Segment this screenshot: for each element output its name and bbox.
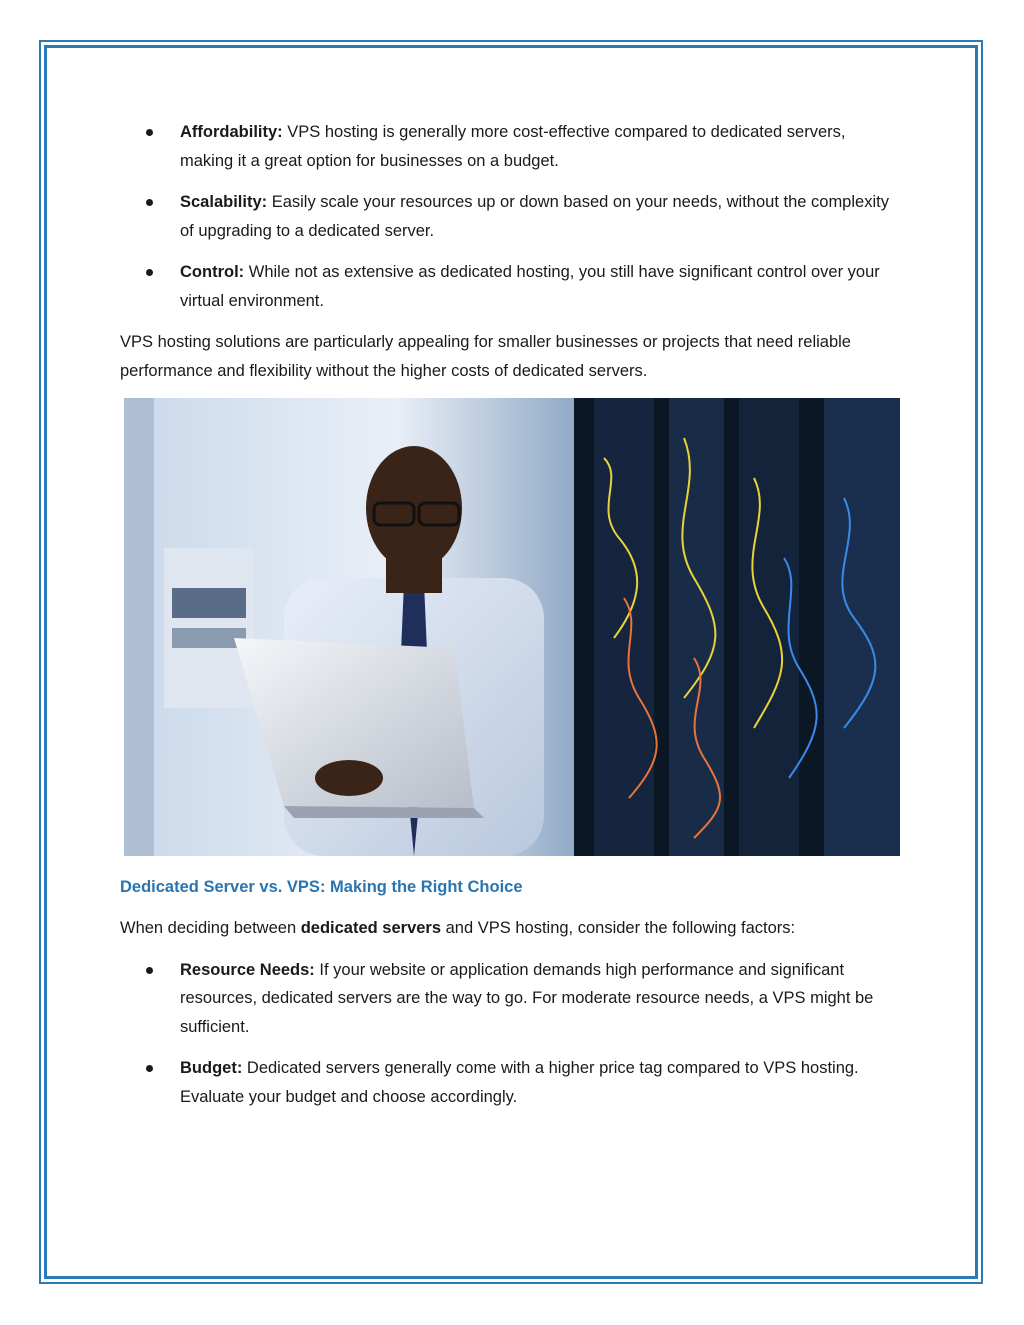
bold-text: dedicated servers bbox=[300, 919, 442, 937]
section-heading: Dedicated Server vs. VPS: Making the Right Choice bbox=[120, 878, 523, 896]
bullet-icon bbox=[146, 269, 153, 276]
list-item bbox=[120, 118, 890, 175]
text-run: When deciding between bbox=[120, 919, 301, 937]
item-term: Budget: bbox=[180, 1059, 243, 1077]
item-text: While not as extensive as dedicated hosting, you still have significant control over your virtual environment. bbox=[180, 263, 880, 310]
bullet-icon bbox=[146, 1065, 153, 1072]
list-item bbox=[120, 956, 890, 1042]
list-item bbox=[120, 258, 890, 315]
paragraph bbox=[120, 914, 890, 943]
bullet-icon bbox=[146, 967, 153, 974]
bullet-icon bbox=[146, 199, 153, 206]
item-text: If your website or application demands high performance and significant resources, dedicated servers are the way to go. For moderate resource needs, a VPS might be sufficient. bbox=[180, 960, 874, 1036]
server-room-photo bbox=[124, 398, 900, 856]
text-run: and VPS hosting, consider the following factors: bbox=[441, 919, 796, 937]
benefits-list bbox=[120, 118, 890, 315]
list-item bbox=[120, 188, 890, 245]
item-term: Resource Needs: bbox=[180, 960, 315, 979]
item-term: Control: bbox=[180, 263, 245, 281]
item-text: Easily scale your resources up or down based on your needs, without the complexity of upgrading to a dedicated server. bbox=[180, 193, 889, 240]
item-term: Affordability: bbox=[180, 123, 283, 141]
item-term: Scalability: bbox=[180, 193, 268, 211]
factors-list bbox=[120, 956, 890, 1112]
bullet-icon bbox=[146, 129, 153, 136]
paragraph: VPS hosting solutions are particularly appealing for smaller businesses or projects that need reliable performance and flexibility without the higher costs of dedicated servers. bbox=[120, 333, 851, 380]
item-text: Dedicated servers generally come with a higher price tag compared to VPS hosting. Evaluate your budget and choose accordingly. bbox=[180, 1059, 859, 1106]
list-item bbox=[120, 1054, 890, 1111]
item-text: VPS hosting is generally more cost-effective compared to dedicated servers, making it a great option for businesses on a budget. bbox=[180, 123, 846, 170]
document-body bbox=[120, 118, 890, 1124]
